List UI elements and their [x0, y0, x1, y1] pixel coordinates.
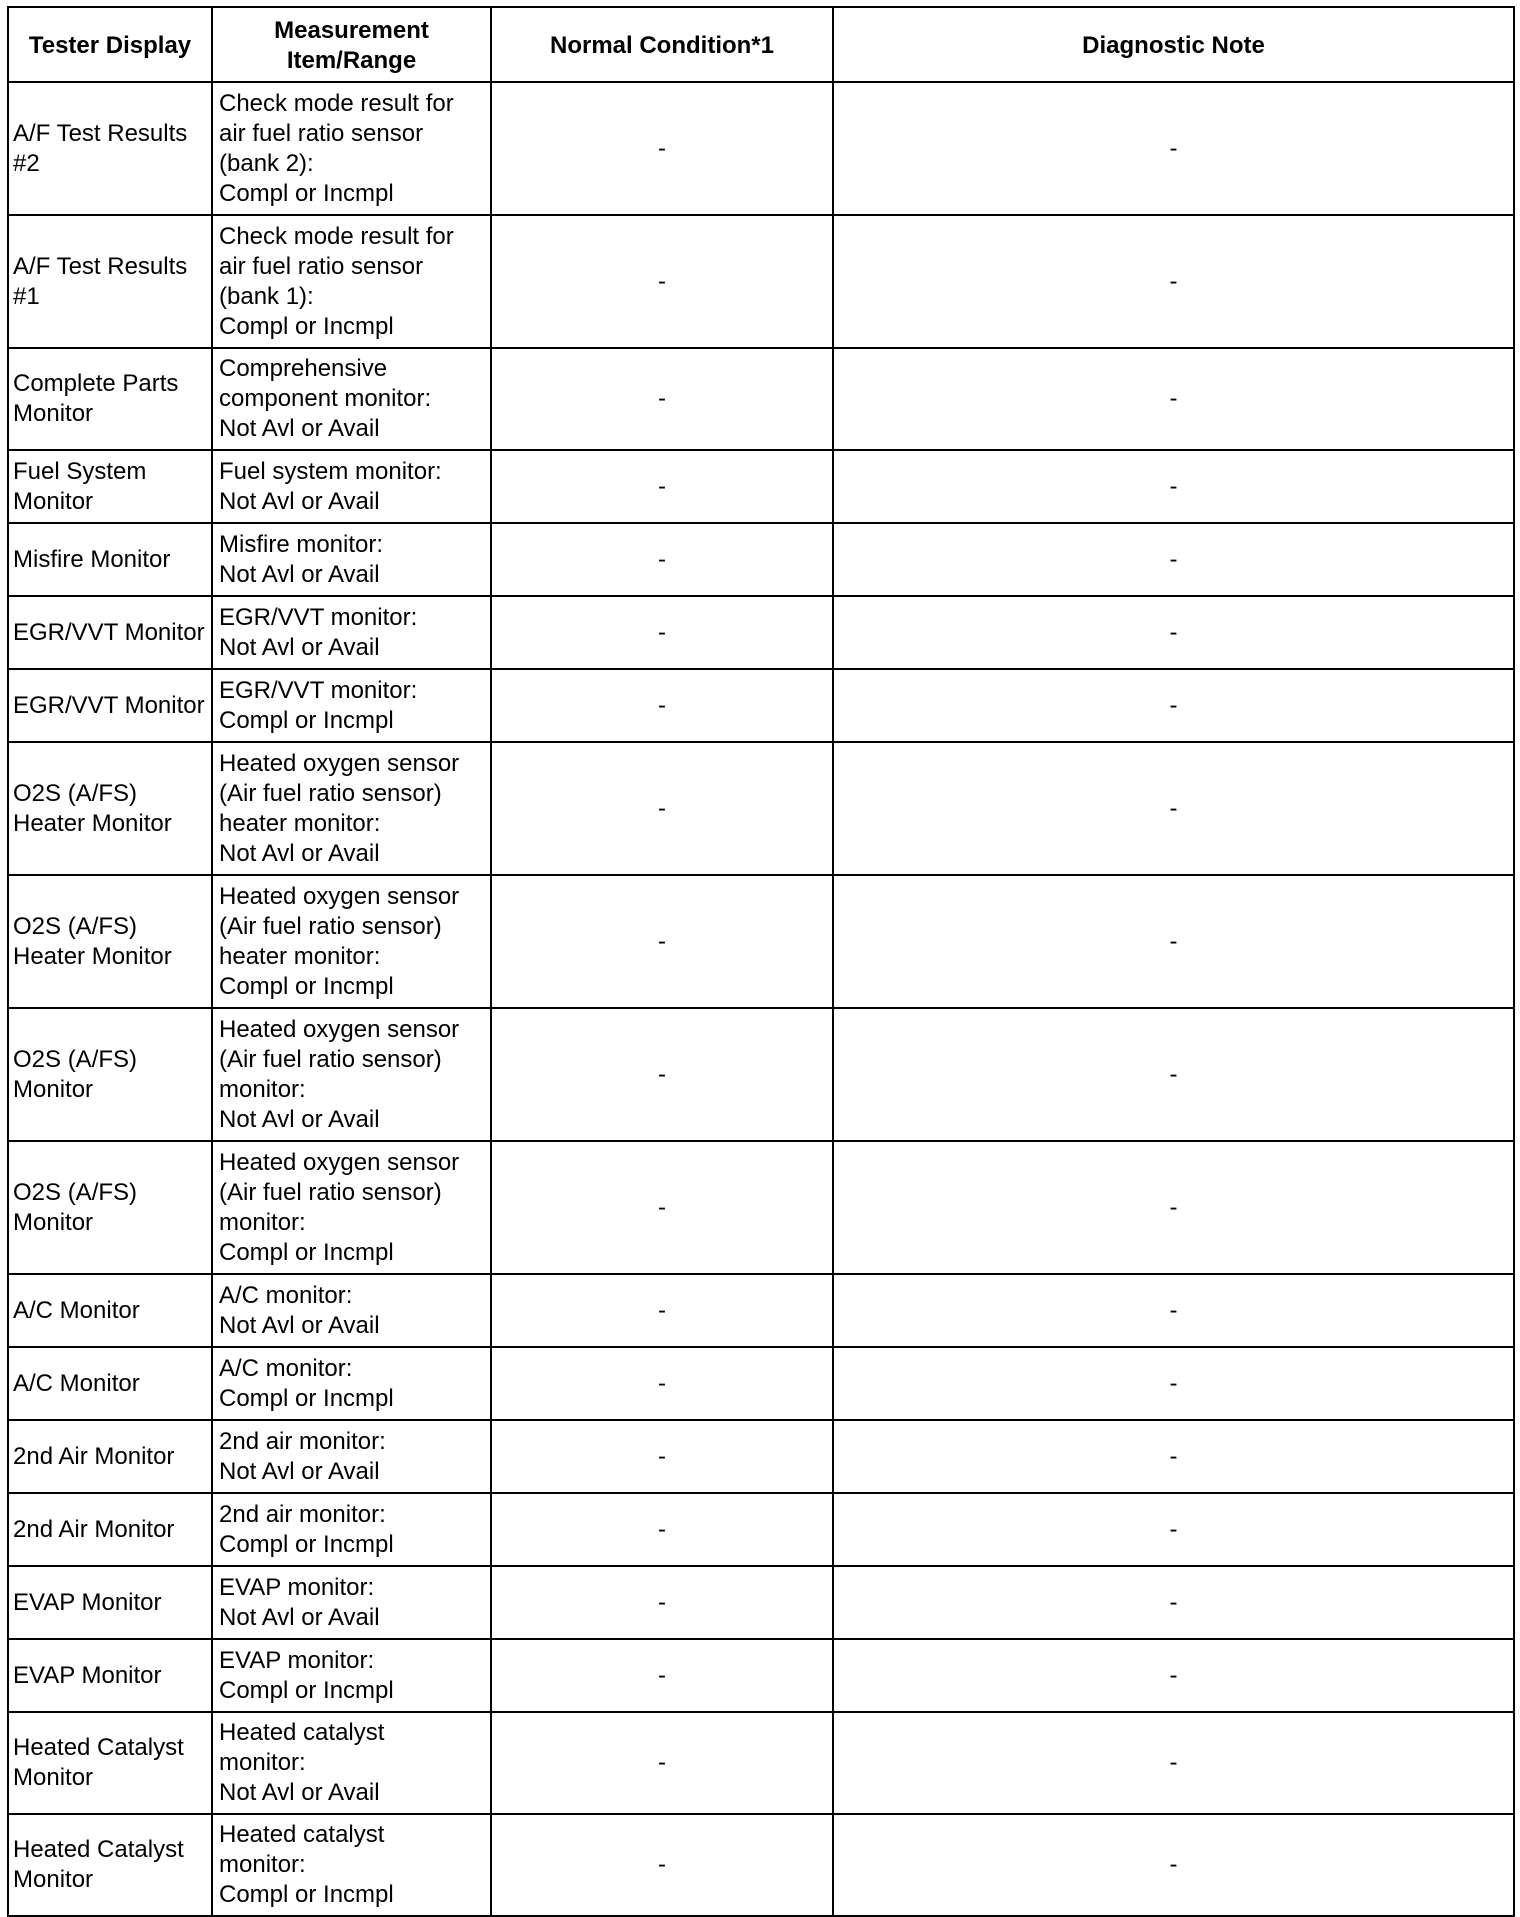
cell-measurement-item: Heated oxygen sensor (Air fuel ratio sensor) monitor: Not Avl or Avail — [212, 1008, 491, 1141]
cell-normal-condition: - — [491, 215, 833, 348]
table-row — [8, 875, 1514, 1008]
table-row — [8, 1566, 1514, 1639]
cell-tester-display: O2S (A/FS) Heater Monitor — [8, 875, 212, 1008]
table-row — [8, 523, 1514, 596]
cell-tester-display: O2S (A/FS) Monitor — [8, 1141, 212, 1274]
cell-measurement-item: 2nd air monitor: Compl or Incmpl — [212, 1493, 491, 1566]
table-row — [8, 1420, 1514, 1493]
cell-normal-condition: - — [491, 742, 833, 875]
cell-tester-display: Heated Catalyst Monitor — [8, 1814, 212, 1916]
cell-measurement-item: Heated catalyst monitor: Compl or Incmpl — [212, 1814, 491, 1916]
cell-tester-display: Misfire Monitor — [8, 523, 212, 596]
cell-tester-display: A/F Test Results #2 — [8, 82, 212, 215]
cell-diagnostic-note: - — [833, 1008, 1514, 1141]
cell-measurement-item: A/C monitor: Not Avl or Avail — [212, 1274, 491, 1347]
header-measurement-item: Measurement Item/Range — [212, 7, 491, 82]
table-row — [8, 348, 1514, 450]
cell-diagnostic-note: - — [833, 1420, 1514, 1493]
cell-normal-condition: - — [491, 348, 833, 450]
cell-tester-display: 2nd Air Monitor — [8, 1493, 212, 1566]
cell-tester-display: O2S (A/FS) Monitor — [8, 1008, 212, 1141]
cell-tester-display: O2S (A/FS) Heater Monitor — [8, 742, 212, 875]
cell-measurement-item: Heated oxygen sensor (Air fuel ratio sensor) heater monitor: Compl or Incmpl — [212, 875, 491, 1008]
cell-tester-display: EVAP Monitor — [8, 1639, 212, 1712]
cell-measurement-item: Check mode result for air fuel ratio sensor (bank 1): Compl or Incmpl — [212, 215, 491, 348]
cell-measurement-item: EGR/VVT monitor: Compl or Incmpl — [212, 669, 491, 742]
cell-diagnostic-note: - — [833, 1347, 1514, 1420]
cell-measurement-item: EVAP monitor: Compl or Incmpl — [212, 1639, 491, 1712]
cell-diagnostic-note: - — [833, 596, 1514, 669]
cell-diagnostic-note: - — [833, 1566, 1514, 1639]
cell-diagnostic-note: - — [833, 215, 1514, 348]
cell-normal-condition: - — [491, 1639, 833, 1712]
table-header-row — [8, 7, 1514, 82]
cell-tester-display: Heated Catalyst Monitor — [8, 1712, 212, 1814]
cell-tester-display: EGR/VVT Monitor — [8, 669, 212, 742]
table-row — [8, 215, 1514, 348]
table-row — [8, 596, 1514, 669]
cell-diagnostic-note: - — [833, 450, 1514, 523]
cell-diagnostic-note: - — [833, 523, 1514, 596]
cell-normal-condition: - — [491, 450, 833, 523]
cell-normal-condition: - — [491, 1493, 833, 1566]
cell-normal-condition: - — [491, 1712, 833, 1814]
cell-measurement-item: EVAP monitor: Not Avl or Avail — [212, 1566, 491, 1639]
cell-normal-condition: - — [491, 596, 833, 669]
table-row — [8, 450, 1514, 523]
cell-diagnostic-note: - — [833, 1639, 1514, 1712]
cell-diagnostic-note: - — [833, 875, 1514, 1008]
cell-measurement-item: Heated oxygen sensor (Air fuel ratio sensor) monitor: Compl or Incmpl — [212, 1141, 491, 1274]
cell-normal-condition: - — [491, 669, 833, 742]
cell-measurement-item: Heated oxygen sensor (Air fuel ratio sensor) heater monitor: Not Avl or Avail — [212, 742, 491, 875]
cell-normal-condition: - — [491, 1566, 833, 1639]
cell-diagnostic-note: - — [833, 82, 1514, 215]
cell-normal-condition: - — [491, 1814, 833, 1916]
cell-normal-condition: - — [491, 1274, 833, 1347]
cell-diagnostic-note: - — [833, 669, 1514, 742]
cell-diagnostic-note: - — [833, 1141, 1514, 1274]
cell-measurement-item: 2nd air monitor: Not Avl or Avail — [212, 1420, 491, 1493]
table-row — [8, 1141, 1514, 1274]
cell-normal-condition: - — [491, 1141, 833, 1274]
cell-measurement-item: Heated catalyst monitor: Not Avl or Avail — [212, 1712, 491, 1814]
cell-tester-display: EGR/VVT Monitor — [8, 596, 212, 669]
table-row — [8, 82, 1514, 215]
cell-diagnostic-note: - — [833, 1814, 1514, 1916]
table-row — [8, 1493, 1514, 1566]
cell-diagnostic-note: - — [833, 742, 1514, 875]
cell-measurement-item: Misfire monitor: Not Avl or Avail — [212, 523, 491, 596]
cell-tester-display: Complete Parts Monitor — [8, 348, 212, 450]
cell-normal-condition: - — [491, 875, 833, 1008]
table-row — [8, 1347, 1514, 1420]
table-body — [8, 82, 1514, 1916]
table-row — [8, 1712, 1514, 1814]
table-row — [8, 669, 1514, 742]
cell-normal-condition: - — [491, 82, 833, 215]
cell-diagnostic-note: - — [833, 1493, 1514, 1566]
cell-tester-display: A/F Test Results #1 — [8, 215, 212, 348]
cell-normal-condition: - — [491, 1008, 833, 1141]
data-list-table — [7, 6, 1515, 1917]
cell-tester-display: Fuel System Monitor — [8, 450, 212, 523]
cell-measurement-item: Check mode result for air fuel ratio sensor (bank 2): Compl or Incmpl — [212, 82, 491, 215]
cell-diagnostic-note: - — [833, 1274, 1514, 1347]
cell-normal-condition: - — [491, 523, 833, 596]
table-row — [8, 1814, 1514, 1916]
cell-tester-display: EVAP Monitor — [8, 1566, 212, 1639]
cell-tester-display: A/C Monitor — [8, 1274, 212, 1347]
cell-tester-display: A/C Monitor — [8, 1347, 212, 1420]
cell-measurement-item: A/C monitor: Compl or Incmpl — [212, 1347, 491, 1420]
table-row — [8, 1274, 1514, 1347]
cell-normal-condition: - — [491, 1347, 833, 1420]
cell-diagnostic-note: - — [833, 348, 1514, 450]
header-normal-condition: Normal Condition*1 — [491, 7, 833, 82]
cell-measurement-item: Fuel system monitor: Not Avl or Avail — [212, 450, 491, 523]
cell-measurement-item: EGR/VVT monitor: Not Avl or Avail — [212, 596, 491, 669]
header-diagnostic-note: Diagnostic Note — [833, 7, 1514, 82]
cell-normal-condition: - — [491, 1420, 833, 1493]
table-row — [8, 1639, 1514, 1712]
table-row — [8, 742, 1514, 875]
table-row — [8, 1008, 1514, 1141]
cell-diagnostic-note: - — [833, 1712, 1514, 1814]
header-tester-display: Tester Display — [8, 7, 212, 82]
cell-tester-display: 2nd Air Monitor — [8, 1420, 212, 1493]
cell-measurement-item: Comprehensive component monitor: Not Avl or Avail — [212, 348, 491, 450]
